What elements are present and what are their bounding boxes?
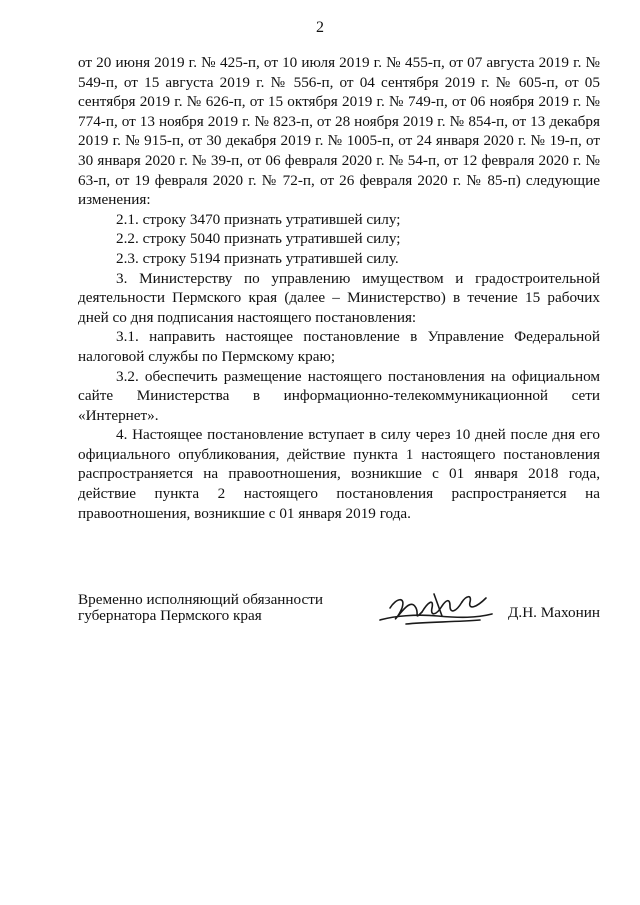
signer-title: Временно исполняющий обязанности губернатора Пермского края	[78, 591, 324, 624]
paragraph-item-3-2: 3.2. обеспечить размещение настоящего постановления на официальном сайте Министерства в информационно-телекоммуникационной сети «Интернет».	[78, 367, 600, 424]
handwritten-signature	[376, 586, 496, 630]
paragraph-item-2-2: 2.2. строку 5040 признать утратившей силу;	[116, 230, 401, 248]
paragraph-item-3-1: 3.1. направить настоящее постановление в Управление Федеральной налоговой службы по Пермскому краю;	[78, 328, 600, 365]
paragraph-item-3: 3. Министерству по управлению имуществом и градостроительной деятельности Пермского края (далее – Министерство) в течение 15 рабочих дней со дня подписания настоящего постановления:	[78, 269, 600, 326]
paragraph-changes-list: от 20 июня 2019 г. № 425-п, от 10 июля 2019 г. № 455-п, от 07 августа 2019 г. № 549-п, от 15 августа 2019 г. № 556-п, от 04 сентября 2019 г. № 605-п, от 05 сентября 2019 г. № 626-п, от 15 октября 2019 г. № 749-п, от 06 ноября 2019 г. № 774-п, от 13 ноября 2019 г. № 823-п, от 28 ноября 2019 г. № 854-п, от 13 декабря 2019 г. № 915-п, от 30 декабря 2019 г. № 1005-п, от 24 января 2020 г. № 19-п, от 30 января 2020 г. № 39-п, от 06 февраля 2020 г. № 54-п, от 12 февраля 2020 г. № 63-п, от 19 февраля 2020 г. № 72-п, от 26 февраля 2020 г. № 85-п) следующие изменения:	[78, 54, 600, 209]
signer-name: Д.Н. Махонин	[508, 604, 600, 621]
paragraph-item-2-1: 2.1. строку 3470 признать утратившей силу;	[116, 210, 401, 228]
paragraph-item-2-3: 2.3. строку 5194 признать утратившей силу.	[116, 249, 399, 267]
signature-block	[78, 592, 600, 632]
page-number: 2	[316, 19, 324, 36]
paragraph-item-4: 4. Настоящее постановление вступает в силу через 10 дней после дня его официального опубликования, действие пункта 1 настоящего постановления распространяется на правоотношения, возникшие с 01 января 2018 года, действие пункта 2 настоящего постановления распространяется на правоотношения, возникшие с 01 января 2019 года.	[78, 426, 600, 522]
document-body	[78, 53, 600, 523]
